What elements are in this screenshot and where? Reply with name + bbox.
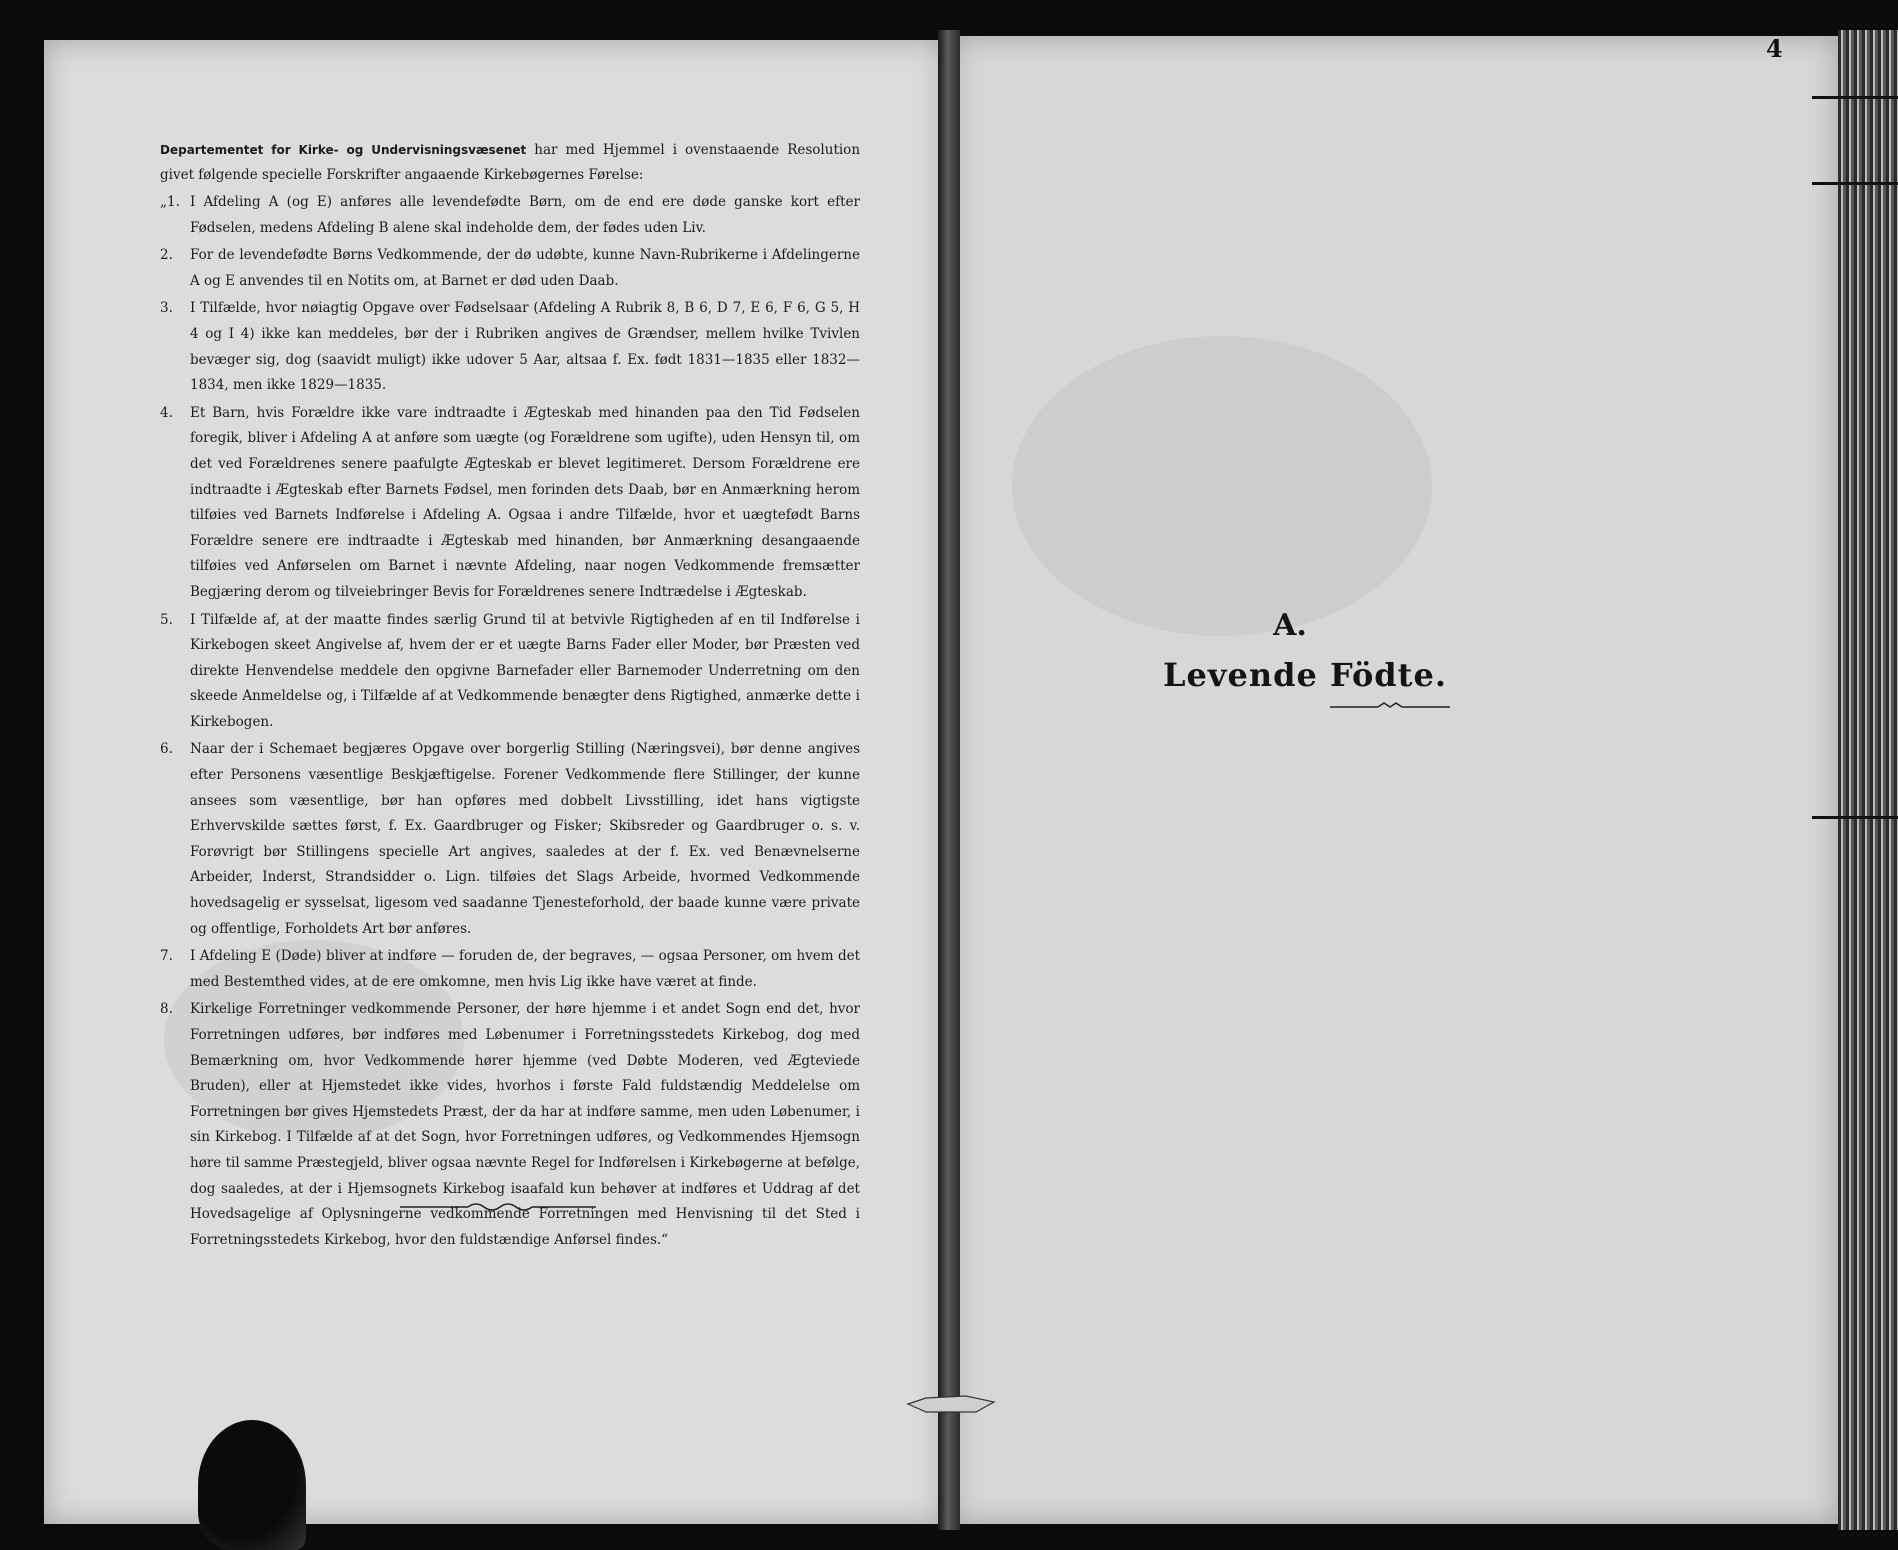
rule-text: For de levendefødte Børns Vedkommende, der dø udøbte, kunne Navn-Rubrikerne i Afdelingerne A og E anvendes til en Notits om, at Barnet er død uden Daab. xyxy=(190,247,860,289)
department-name: Departementet for Kirke- og Undervisningsvæsenet xyxy=(160,143,527,157)
divider-ornament xyxy=(398,1200,598,1214)
edge-tab-line xyxy=(1812,816,1898,819)
paper-stain xyxy=(1012,336,1432,636)
rule-number: 5. xyxy=(160,611,173,628)
rule-number: „1. xyxy=(160,194,180,210)
rule-item xyxy=(160,944,860,995)
paper-scrap xyxy=(906,1390,996,1418)
rule-number: 8. xyxy=(160,1001,173,1018)
page-number: 4 xyxy=(1766,34,1783,63)
rule-text: I Afdeling E (Døde) bliver at indføre — foruden de, der begraves, — ogsaa Personer, om hvem det med Bestemthed vides, at de ere omkomne, men hvis Lig ikke have været at finde. xyxy=(190,948,860,990)
edge-tab-line xyxy=(1812,182,1898,185)
book-gutter xyxy=(938,30,960,1530)
rule-text: Et Barn, hvis Forældre ikke vare indtraadte i Ægteskab med hinanden paa den Tid Fødselen foregik, bliver i Afdeling A at anføre som uægte (og Forældrene som ugifte), uden Hensyn til, om det ved Forældrenes senere paafulgte Ægteskab er blevet legitimeret. Dersom Forældrene ere indtraadte i Ægteskab efter Barnets Fødsel, men forinden dets Daab, bør en Anmærkning herom tilføies ved Barnets Indførelse i Afdeling A. Ogsaa i andre Tilfælde, hvor et uægtefødt Barns Forældre senere ere indtraadte i Ægteskab med hinanden, bør Anmærkning desangaaende tilføies ved Anførselen om Barnet i nævnte Afdeling, naar nogen Vedkommende fremsætter Begjæring derom og tilveiebringer Bevis for Forældrenes senere Indtrædelse i Ægteskab. xyxy=(190,404,860,600)
rule-number: 3. xyxy=(160,300,173,317)
rule-item xyxy=(160,401,860,606)
rule-text: I Tilfælde, hvor nøiagtig Opgave over Fødselsaar (Afdeling A Rubrik 8, B 6, D 7, E 6, F 6, G 5, H 4 og I 4) ikke kan meddeles, bør der i Rubriken angives de Grændser, mellem hvilke Tvivlen bevæger sig, dog (saavidt muligt) ikke udover 5 Aar, altsaa f. Ex. født 1831—1835 eller 1832—1834, men ikke 1829—1835. xyxy=(190,300,860,394)
page-edges xyxy=(1838,30,1898,1530)
rules-list xyxy=(160,190,860,1255)
edge-tab-line xyxy=(1812,96,1898,99)
right-page xyxy=(952,36,1838,1524)
rule-text: Naar der i Schemaet begjæres Opgave over borgerlig Stilling (Næringsvei), bør denne angives efter Personens væsentlige Beskjæftigelse. Forener Vedkommende flere Stillinger, der kunne ansees som væsentlige, bør han opføres med dobbelt Livsstilling, idet hans vigtigste Erhvervskilde sættes først, f. Ex. Gaardbruger og Fisker; Skibsreder og Gaardbruger o. s. v. Forøvrigt bør Stillingens specielle Art angives, saaledes at der f. Ex. ved Benævnelserne Arbeider, Inderst, Strandsidder o. Lign. tilføies det Slags Arbeide, hvormed Vedkommende hovedsagelig er sysselsat, ligesom ved saadanne Tjenesteforhold, der baade kunne være private og offentlige, Forholdets Art bør anføres. xyxy=(190,741,860,937)
intro-text: har med Hjemmel i ovenstaaende Resolution givet følgende specielle Forskrifter angaaende Kirkebøgernes Førelse: xyxy=(160,142,861,183)
rule-number: 7. xyxy=(160,948,173,965)
rule-number: 4. xyxy=(160,404,173,421)
rule-text: I Tilfælde af, at der maatte findes særlig Grund til at betvivle Rigtigheden af en til Indførelse i Kirkebogen skeet Angivelse af, hvem der er et uægte Barns Fader eller Moder, bør Præsten ved direkte Henvendelse meddele den opgivne Barnefader eller Barnemoder Underretning om den skeede Anmeldelse og, i Tilfælde af at Vedkommende benægter dens Rigtighed, anmærke dette i Kirkebogen. xyxy=(190,611,860,730)
rule-number: 6. xyxy=(160,741,173,758)
thumb-shadow xyxy=(198,1420,306,1550)
rule-item xyxy=(160,737,860,942)
section-letter: A. xyxy=(1273,608,1307,643)
rule-text: Kirkelige Forretninger vedkommende Personer, der høre hjemme i et andet Sogn end det, hvor Forretningen udføres, bør indføres med Løbenumer i Forretningsstedets Kirkebog, dog med Bemærkning om, hvor Vedkommende hører hjemme (ved Døbte Moderen, ved Ægteviede Bruden), eller at Hjemstedet ikke vides, hvorhos i første Fald fuldstændig Meddelelse om Forretningen bør gives Hjemstedets Præst, der da har at indføre samme, men uden Løbenumer, i sin Kirkebog. I Tilfælde af at det Sogn, hvor Forretningen udføres, og Vedkommendes Hjemsogn høre til samme Præstegjeld, bliver ogsaa nævnte Regel for Indførelsen i Kirkebøgerne at befølge, dog saaledes, at der i Hjemsognets Kirkebog isaafald kun behøver at indføres et Uddrag af det Hovedsagelige af Oplysningerne vedkommende Forretningen med Henvisning til det Sted i Forretningsstedets Kirkebog, hvor den fuldstændige Anførsel findes.“ xyxy=(190,1001,860,1248)
rule-number: 2. xyxy=(160,247,173,264)
rule-item xyxy=(160,997,860,1253)
rule-item xyxy=(160,190,860,241)
rule-text: I Afdeling A (og E) anføres alle levendefødte Børn, om de end ere døde ganske kort efter Fødselen, medens Afdeling B alene skal indeholde dem, der fødes uden Liv. xyxy=(190,194,860,236)
intro-paragraph xyxy=(160,138,860,188)
rule-item xyxy=(160,243,860,294)
rule-item xyxy=(160,296,860,398)
section-title: Levende Födte. xyxy=(1163,656,1447,694)
title-ornament xyxy=(1328,700,1452,714)
rule-item xyxy=(160,608,860,736)
